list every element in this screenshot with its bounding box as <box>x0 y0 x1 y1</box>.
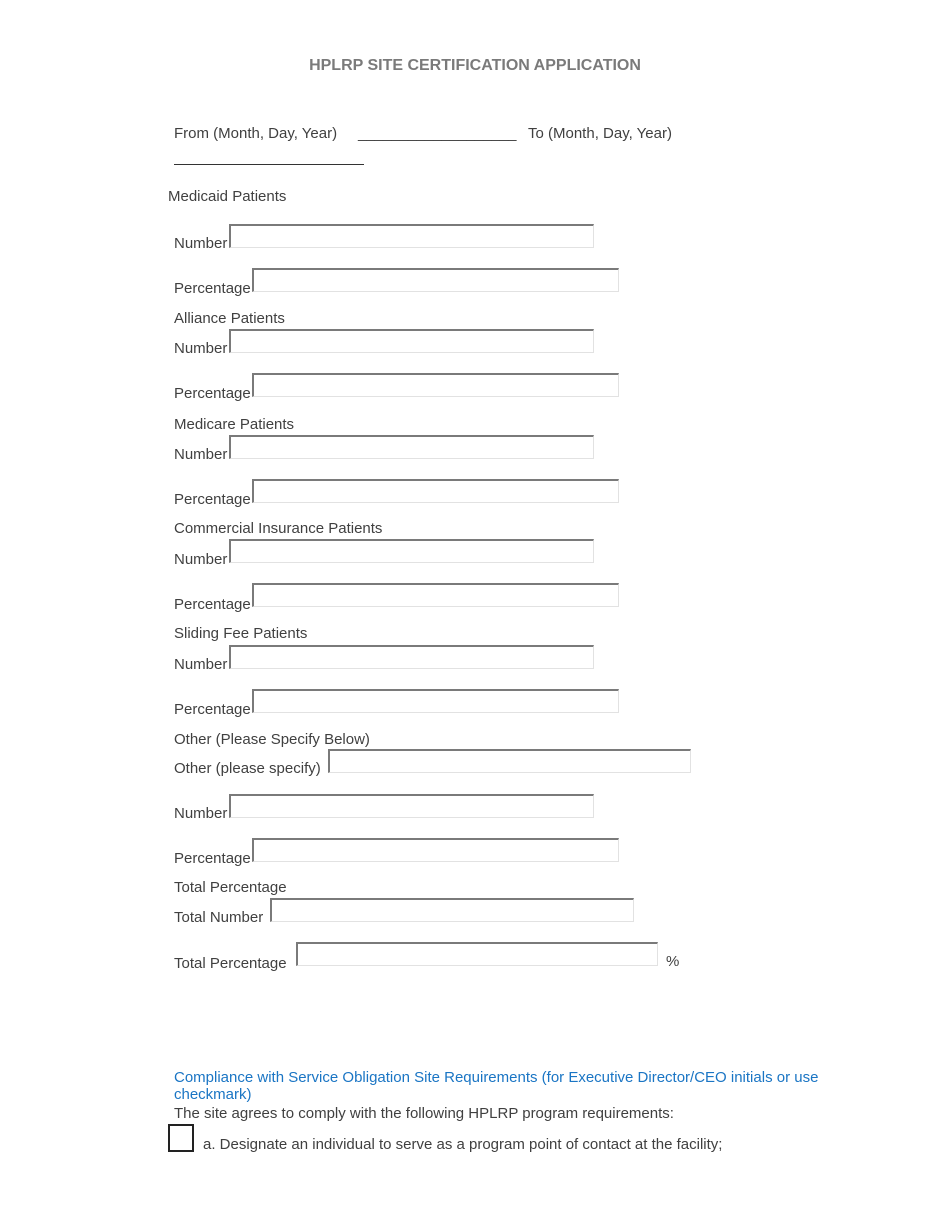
commercial-percentage-input[interactable] <box>252 583 619 607</box>
requirement-a-text: a. Designate an individual to serve as a program point of contact at the facility; <box>203 1136 723 1153</box>
section-heading-other: Other (Please Specify Below) <box>174 731 370 748</box>
medicare-number-input[interactable] <box>229 435 594 459</box>
percentage-label: Percentage <box>174 491 251 508</box>
percentage-label: Percentage <box>174 850 251 867</box>
to-date-blank[interactable] <box>174 164 364 165</box>
percentage-label: Percentage <box>174 596 251 613</box>
other-specify-input[interactable] <box>328 749 691 773</box>
commercial-number-input[interactable] <box>229 539 594 563</box>
percentage-label: Percentage <box>174 701 251 718</box>
percentage-label: Percentage <box>174 280 251 297</box>
section-heading-medicare: Medicare Patients <box>174 416 295 433</box>
section-heading-sliding-fee: Sliding Fee Patients <box>174 625 308 642</box>
other-specify-label: Other (please specify) <box>174 760 321 777</box>
section-heading-total: Total Percentage <box>174 879 287 896</box>
total-percentage-label: Total Percentage <box>174 955 287 972</box>
medicare-percentage-input[interactable] <box>252 479 619 503</box>
number-label: Number <box>174 446 228 463</box>
other-number-input[interactable] <box>229 794 594 818</box>
number-label: Number <box>174 551 228 568</box>
number-label: Number <box>174 805 228 822</box>
requirement-a-checkbox[interactable] <box>168 1124 194 1152</box>
compliance-intro: The site agrees to comply with the following HPLRP program requirements: <box>174 1105 674 1122</box>
alliance-percentage-input[interactable] <box>252 373 619 397</box>
alliance-number-input[interactable] <box>229 329 594 353</box>
from-date-label: From (Month, Day, Year) <box>174 125 338 142</box>
total-number-input[interactable] <box>270 898 634 922</box>
to-date-label: To (Month, Day, Year) <box>528 125 672 142</box>
number-label: Number <box>174 235 228 252</box>
other-percentage-input[interactable] <box>252 838 619 862</box>
total-percentage-input[interactable] <box>296 942 658 966</box>
total-number-label: Total Number <box>174 909 264 926</box>
percent-sign: % <box>666 953 680 970</box>
number-label: Number <box>174 340 228 357</box>
number-label: Number <box>174 656 228 673</box>
medicaid-number-input[interactable] <box>229 224 594 248</box>
section-heading-commercial: Commercial Insurance Patients <box>174 520 383 537</box>
sliding-fee-number-input[interactable] <box>229 645 594 669</box>
page-title: HPLRP SITE CERTIFICATION APPLICATION <box>309 57 641 74</box>
percentage-label: Percentage <box>174 385 251 402</box>
medicaid-percentage-input[interactable] <box>252 268 619 292</box>
section-heading-alliance: Alliance Patients <box>174 310 285 327</box>
compliance-heading: Compliance with Service Obligation Site Requirements (for Executive Director/CEO initials or use checkmark) <box>174 1069 819 1103</box>
section-heading-medicaid: Medicaid Patients <box>168 188 287 205</box>
from-date-blank[interactable]: ___________________ <box>358 125 517 142</box>
sliding-fee-percentage-input[interactable] <box>252 689 619 713</box>
